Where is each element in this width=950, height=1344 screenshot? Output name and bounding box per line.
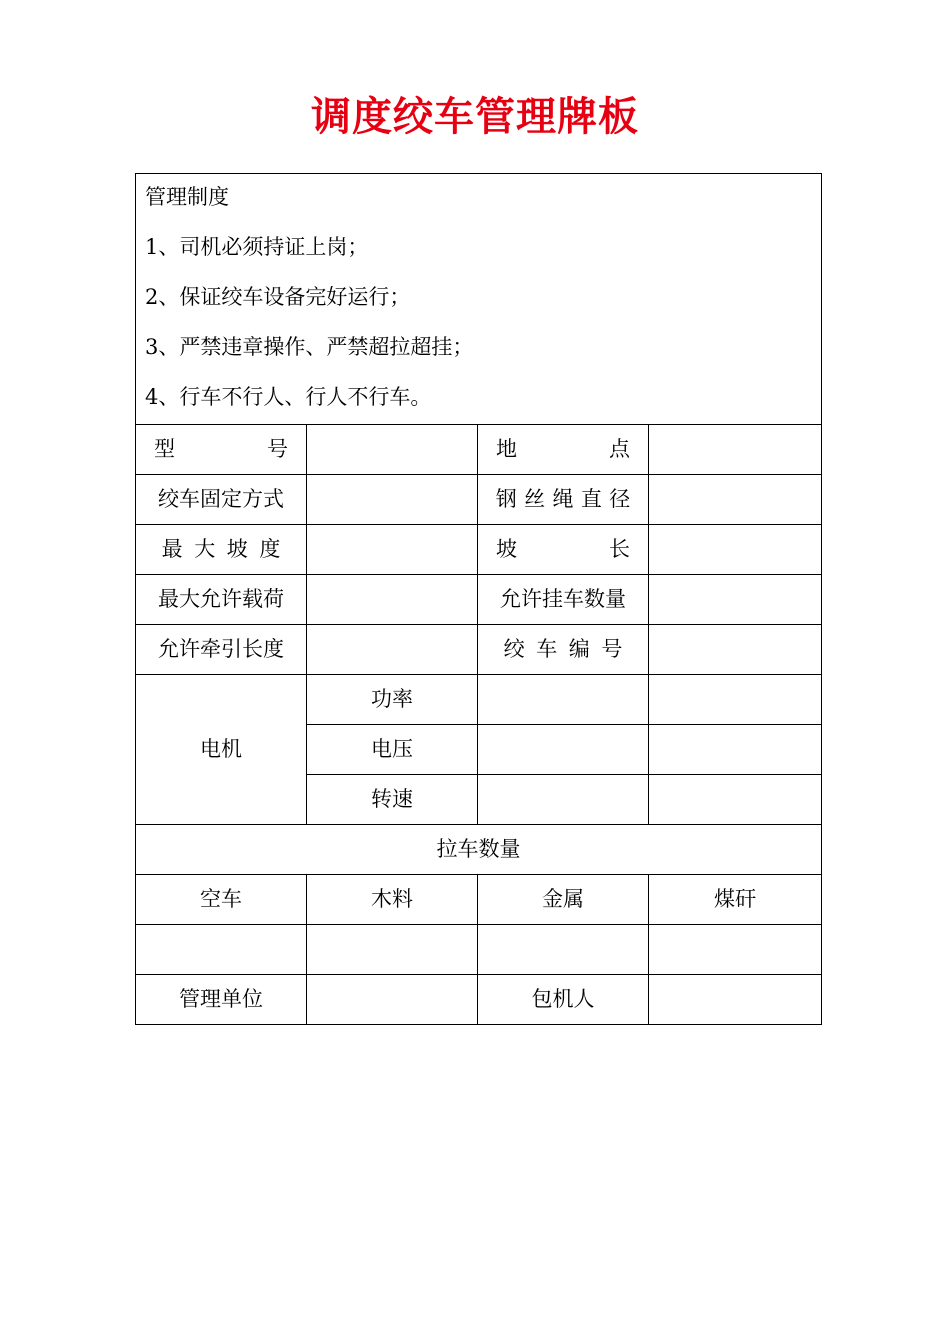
model-label — [136, 425, 307, 475]
rule-item: 3、严禁违章操作、严禁超拉超挂； — [145, 335, 474, 359]
spec-row-fixing — [136, 475, 822, 525]
fixing-method-label: 绞车固定方式 — [136, 475, 307, 525]
rope-diameter-label — [478, 475, 649, 525]
location-value-cell[interactable] — [649, 425, 822, 475]
motor-power-extra-cell[interactable] — [649, 675, 822, 725]
car-count-label: 允许挂车数量 — [478, 575, 649, 625]
haul-metal-value-cell[interactable] — [478, 925, 649, 975]
rules-heading: 管理制度 — [145, 185, 229, 209]
motor-power-label: 功率 — [307, 675, 478, 725]
spec-row-slope — [136, 525, 822, 575]
management-unit-value-cell[interactable] — [307, 975, 478, 1025]
haul-length-value-cell[interactable] — [307, 625, 478, 675]
motor-voltage-label: 电压 — [307, 725, 478, 775]
motor-speed-label: 转速 — [307, 775, 478, 825]
management-unit-label: 管理单位 — [136, 975, 307, 1025]
haul-empty-car-value-cell[interactable] — [136, 925, 307, 975]
winch-number-text: 绞车编号 — [503, 636, 634, 661]
car-count-value-cell[interactable] — [649, 575, 822, 625]
rule-item: 1、司机必须持证上岗； — [145, 235, 369, 259]
haul-columns-row — [136, 875, 822, 925]
motor-speed-extra-cell[interactable] — [649, 775, 822, 825]
fixing-method-value-cell[interactable] — [307, 475, 478, 525]
slope-length-label-part: 坡 — [496, 536, 517, 561]
max-slope-text: 最大坡度 — [161, 536, 292, 561]
max-slope-label — [136, 525, 307, 575]
max-slope-value-cell[interactable] — [307, 525, 478, 575]
machine-owner-value-cell[interactable] — [649, 975, 822, 1025]
location-label-part: 点 — [609, 436, 630, 461]
motor-voltage-value-cell[interactable] — [478, 725, 649, 775]
model-value-cell[interactable] — [307, 425, 478, 475]
slope-length-label — [478, 525, 649, 575]
location-label-part: 地 — [496, 436, 517, 461]
model-label-part: 型 — [154, 436, 175, 461]
max-load-label: 最大允许载荷 — [136, 575, 307, 625]
rule-item: 4、行车不行人、行人不行车。 — [145, 385, 432, 409]
rules-cell — [136, 174, 822, 425]
spec-row-load — [136, 575, 822, 625]
haul-timber-value-cell[interactable] — [307, 925, 478, 975]
location-label — [478, 425, 649, 475]
model-label-part: 号 — [267, 436, 288, 461]
haul-heading-row — [136, 825, 822, 875]
motor-row-power — [136, 675, 822, 725]
motor-voltage-extra-cell[interactable] — [649, 725, 822, 775]
haul-coal-gangue-value-cell[interactable] — [649, 925, 822, 975]
motor-label: 电机 — [136, 675, 307, 825]
winch-number-value-cell[interactable] — [649, 625, 822, 675]
haul-column-metal: 金属 — [478, 875, 649, 925]
motor-speed-value-cell[interactable] — [478, 775, 649, 825]
motor-power-value-cell[interactable] — [478, 675, 649, 725]
haul-column-empty-car: 空车 — [136, 875, 307, 925]
machine-owner-label: 包机人 — [478, 975, 649, 1025]
haul-column-timber: 木料 — [307, 875, 478, 925]
haul-column-coal-gangue: 煤矸 — [649, 875, 822, 925]
page-title: 调度绞车管理牌板 — [311, 93, 639, 140]
max-load-value-cell[interactable] — [307, 575, 478, 625]
spec-row-length — [136, 625, 822, 675]
management-board-table — [135, 173, 822, 1025]
slope-length-label-part: 长 — [609, 536, 630, 561]
haul-values-row — [136, 925, 822, 975]
winch-number-label — [478, 625, 649, 675]
rope-diameter-value-cell[interactable] — [649, 475, 822, 525]
rule-item: 2、保证绞车设备完好运行； — [145, 285, 411, 309]
rope-diameter-text: 钢丝绳直径 — [495, 486, 638, 511]
footer-row — [136, 975, 822, 1025]
haul-length-label: 允许牵引长度 — [136, 625, 307, 675]
slope-length-value-cell[interactable] — [649, 525, 822, 575]
rules-row — [136, 174, 822, 425]
haul-heading: 拉车数量 — [136, 825, 822, 875]
spec-row-model — [136, 425, 822, 475]
